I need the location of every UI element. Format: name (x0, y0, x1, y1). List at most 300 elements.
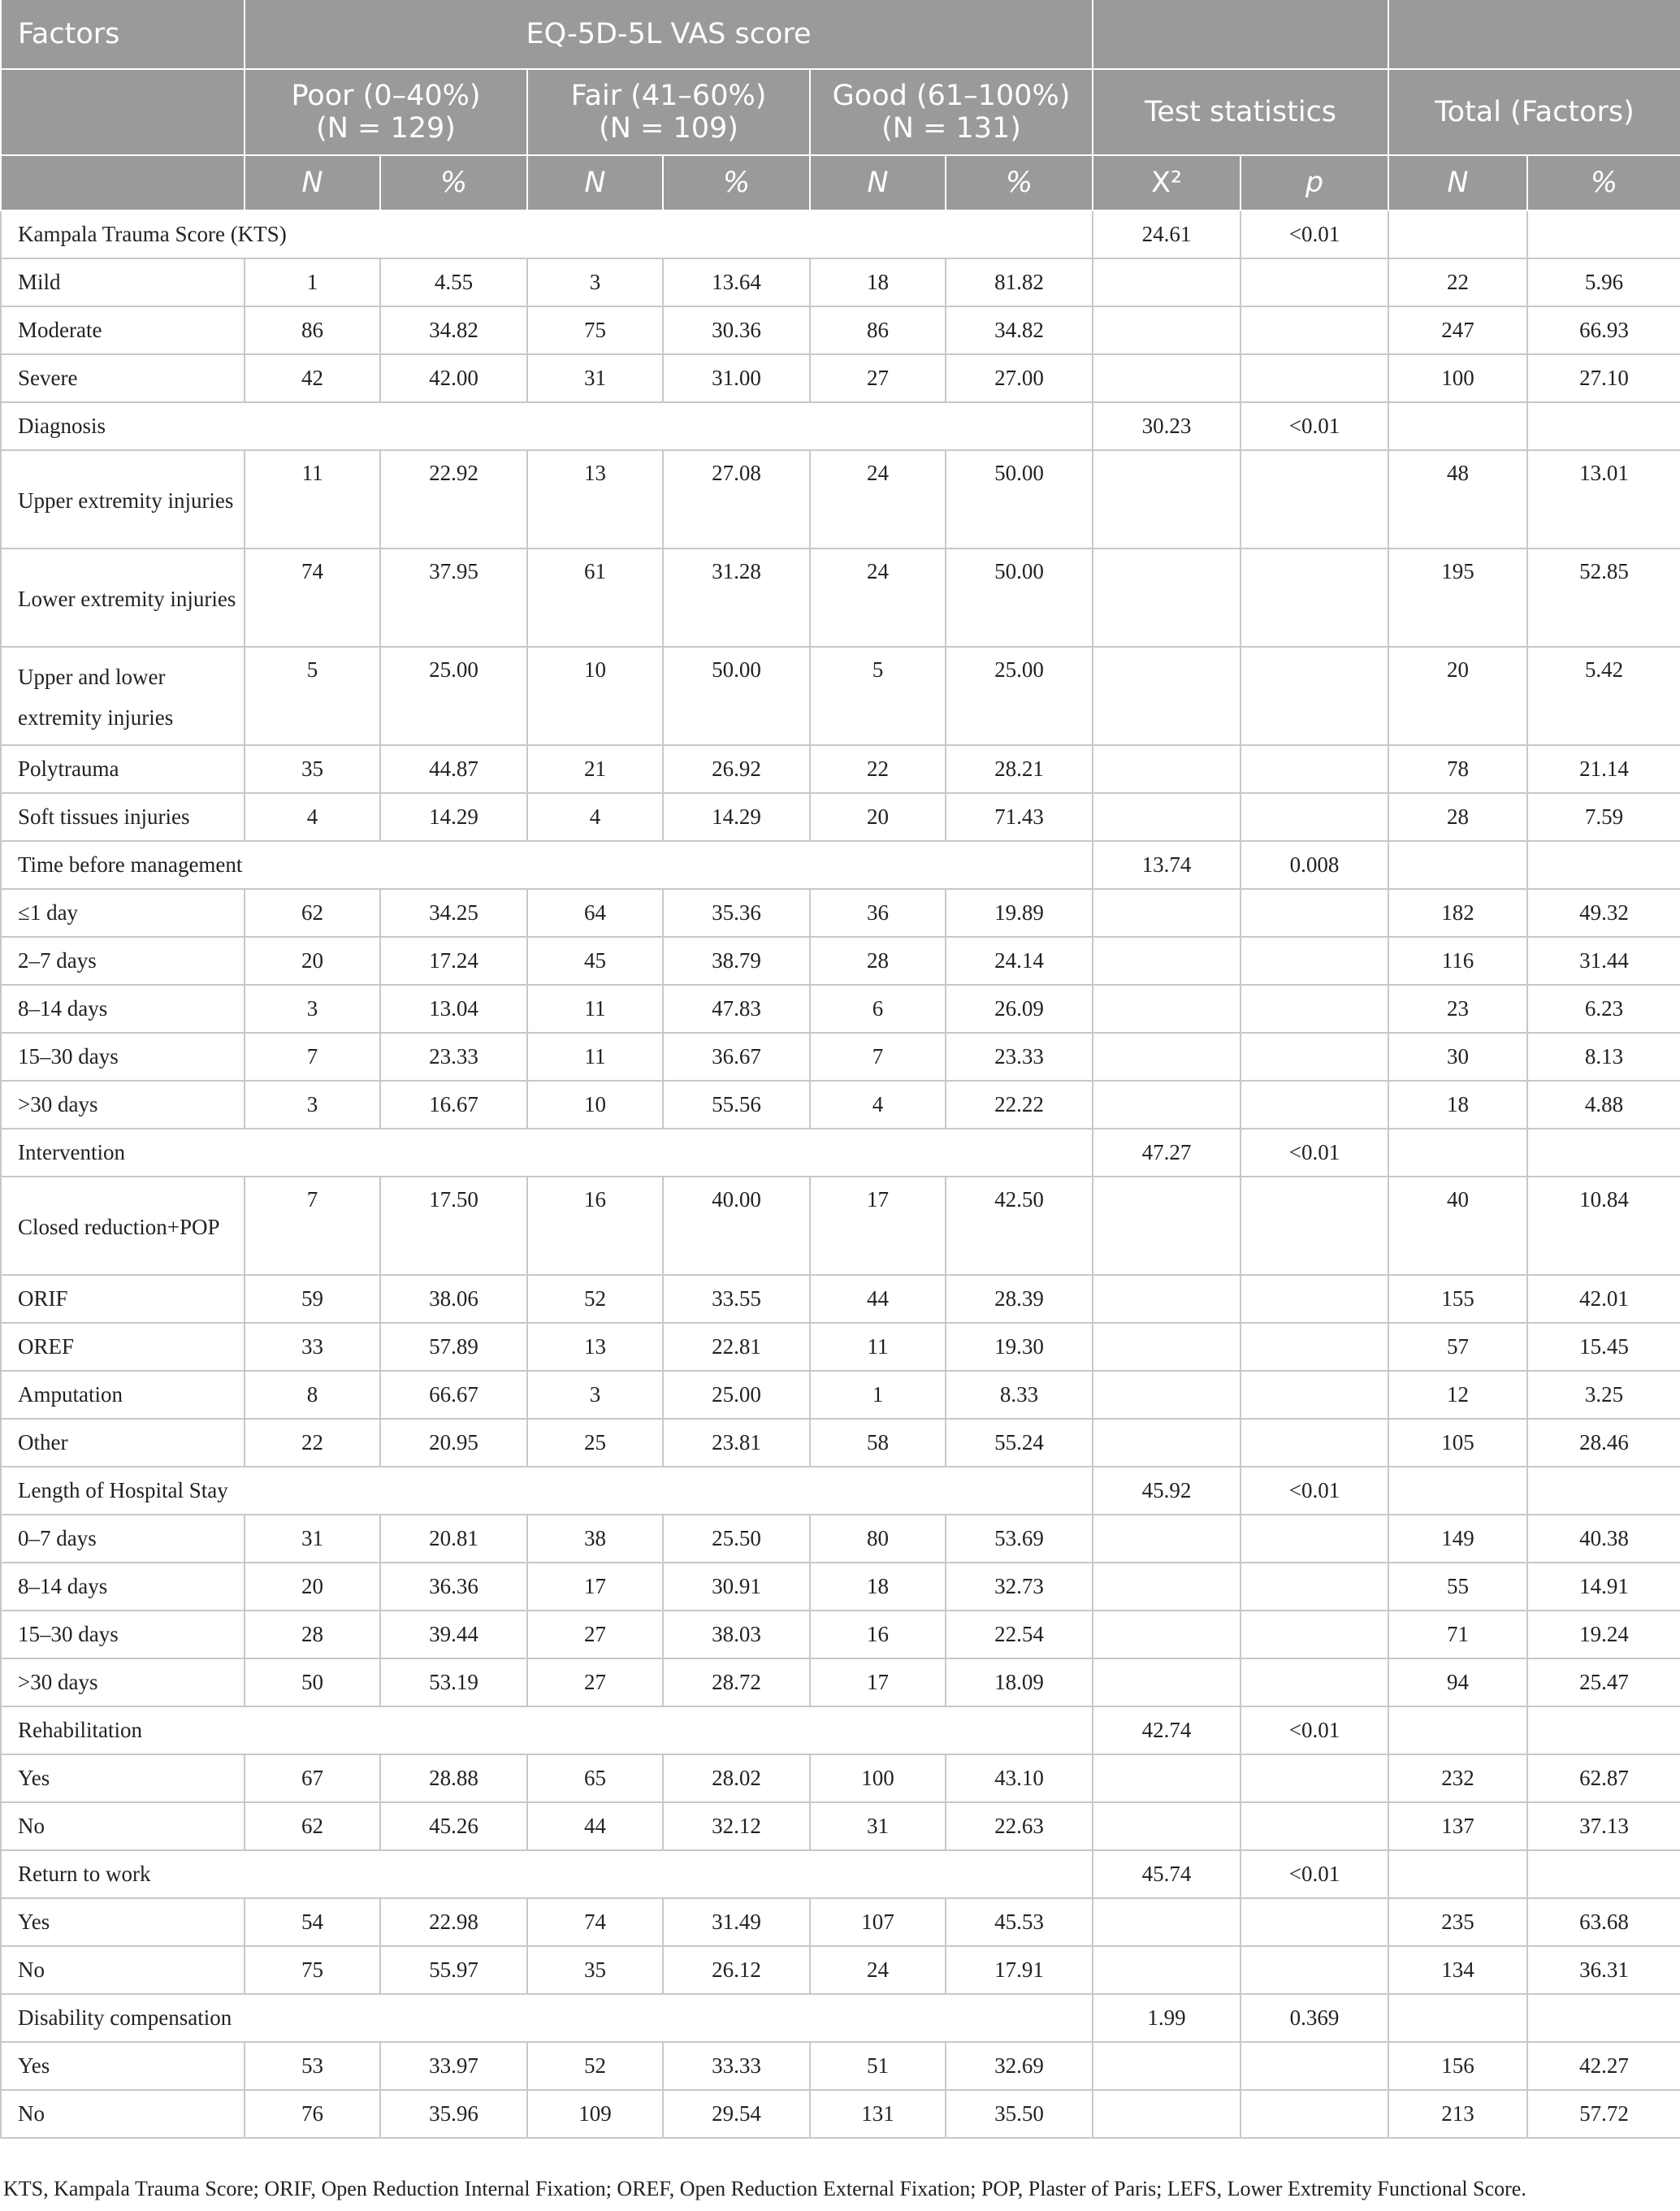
total-n-cell: 71 (1388, 1611, 1527, 1658)
total-n-cell: 213 (1388, 2090, 1527, 2138)
poor-n-cell: 74 (245, 548, 380, 647)
fair-n-cell: 45 (527, 937, 663, 985)
p-value-cell (1241, 1419, 1388, 1467)
chi-square-cell (1093, 1081, 1241, 1129)
fair-n-cell: 25 (527, 1419, 663, 1467)
total-n-cell: 232 (1388, 1754, 1527, 1802)
poor-n-cell: 22 (245, 1419, 380, 1467)
total-n-cell: 182 (1388, 889, 1527, 937)
good-pct-cell: 28.21 (946, 745, 1093, 793)
factors-subheader-blank (1, 155, 245, 210)
chi-square-cell (1093, 1898, 1241, 1946)
table-row (1, 1754, 1680, 1802)
poor-pct-cell: 22.92 (380, 450, 527, 548)
group-row (1, 1706, 1680, 1754)
poor-n-cell: 11 (245, 450, 380, 548)
poor-n-cell: 54 (245, 1898, 380, 1946)
fair-pct-cell: 26.92 (663, 745, 810, 793)
group-row (1, 1994, 1680, 2042)
chi-square-cell (1093, 354, 1241, 402)
row-label: Upper extremity injuries (1, 450, 245, 548)
fair-n-cell: 13 (527, 1323, 663, 1371)
fair-n-cell: 10 (527, 1081, 663, 1129)
good-n-cell: 16 (810, 1611, 946, 1658)
empty-cell (1527, 210, 1680, 258)
poor-n: (N = 129) (316, 112, 456, 145)
table-row (1, 1419, 1680, 1467)
chi-square-cell (1093, 1658, 1241, 1706)
poor-n-cell: 3 (245, 985, 380, 1033)
chi-square-cell (1093, 1563, 1241, 1611)
row-label: Moderate (1, 306, 245, 354)
total-n-cell: 55 (1388, 1563, 1527, 1611)
good-pct-cell: 50.00 (946, 450, 1093, 548)
fair-pct-cell: 30.91 (663, 1563, 810, 1611)
chi-square-value: 24.61 (1093, 210, 1241, 258)
total-pct-cell: 14.91 (1527, 1563, 1680, 1611)
good-n-cell: 17 (810, 1658, 946, 1706)
chi-square-cell (1093, 1946, 1241, 1994)
good-n-cell: 5 (810, 647, 946, 745)
poor-n-cell: 53 (245, 2042, 380, 2090)
fair-n-cell: 13 (527, 450, 663, 548)
total-n-cell: 12 (1388, 1371, 1527, 1419)
row-label: Closed reduction+POP (1, 1177, 245, 1275)
fair-pct-cell: 14.29 (663, 793, 810, 841)
chi-square-cell (1093, 745, 1241, 793)
fair-pct-cell: 38.79 (663, 937, 810, 985)
poor-n-cell: 7 (245, 1177, 380, 1275)
total-n-cell: 94 (1388, 1658, 1527, 1706)
p-value-cell (1241, 1754, 1388, 1802)
row-label: Amputation (1, 1371, 245, 1419)
good-n-cell: 58 (810, 1419, 946, 1467)
poor-pct-cell: 33.97 (380, 2042, 527, 2090)
fair-pct-cell: 31.49 (663, 1898, 810, 1946)
total-n-cell: 40 (1388, 1177, 1527, 1275)
total-n-cell: 195 (1388, 548, 1527, 647)
total-pct-cell: 62.87 (1527, 1754, 1680, 1802)
chi-square-cell (1093, 1611, 1241, 1658)
chi-square-cell (1093, 2090, 1241, 2138)
good-pct-cell: 42.50 (946, 1177, 1093, 1275)
group-row (1, 402, 1680, 450)
total-pct-cell: 28.46 (1527, 1419, 1680, 1467)
good-pct-cell: 53.69 (946, 1515, 1093, 1563)
empty-cell (1388, 1706, 1527, 1754)
fair-pct-header: % (663, 155, 810, 210)
total-pct-cell: 63.68 (1527, 1898, 1680, 1946)
good-pct-cell: 32.69 (946, 2042, 1093, 2090)
fair-n-cell: 4 (527, 793, 663, 841)
poor-pct-cell: 36.36 (380, 1563, 527, 1611)
good-pct-cell: 50.00 (946, 548, 1093, 647)
p-value-cell (1241, 745, 1388, 793)
group-row (1, 1129, 1680, 1177)
group-row (1, 1850, 1680, 1898)
empty-cell (1388, 1994, 1527, 2042)
poor-n-cell: 59 (245, 1275, 380, 1323)
good-pct-cell: 18.09 (946, 1658, 1093, 1706)
p-value-cell (1241, 1371, 1388, 1419)
good-n-cell: 22 (810, 745, 946, 793)
chi-square-value: 47.27 (1093, 1129, 1241, 1177)
chi-square-cell (1093, 2042, 1241, 2090)
group-label: Diagnosis (1, 402, 1093, 450)
total-n-header: N (1388, 155, 1527, 210)
empty-cell (1388, 1850, 1527, 1898)
empty-cell (1388, 1467, 1527, 1515)
table-row (1, 793, 1680, 841)
poor-n-cell: 5 (245, 647, 380, 745)
good-pct-cell: 43.10 (946, 1754, 1093, 1802)
fair-n-cell: 3 (527, 258, 663, 306)
total-pct-cell: 42.27 (1527, 2042, 1680, 2090)
good-n-cell: 80 (810, 1515, 946, 1563)
empty-cell (1388, 210, 1527, 258)
chi-square-cell (1093, 258, 1241, 306)
good-pct-cell: 24.14 (946, 937, 1093, 985)
table-row (1, 1563, 1680, 1611)
good-n-header: N (810, 155, 946, 210)
good-n: (N = 131) (881, 112, 1021, 145)
fair-header (527, 69, 810, 155)
p-value-cell (1241, 985, 1388, 1033)
total-n-cell: 78 (1388, 745, 1527, 793)
factors-header-blank (1, 69, 245, 155)
p-value: <0.01 (1241, 1129, 1388, 1177)
row-label: Yes (1, 2042, 245, 2090)
row-label: ≤1 day (1, 889, 245, 937)
poor-pct-cell: 53.19 (380, 1658, 527, 1706)
good-n-cell: 24 (810, 1946, 946, 1994)
fair-n-cell: 35 (527, 1946, 663, 1994)
good-n-cell: 24 (810, 450, 946, 548)
empty-cell (1527, 841, 1680, 889)
row-label: ORIF (1, 1275, 245, 1323)
good-pct-cell: 17.91 (946, 1946, 1093, 1994)
poor-n-cell: 20 (245, 1563, 380, 1611)
poor-n-cell: 75 (245, 1946, 380, 1994)
row-label: 8–14 days (1, 985, 245, 1033)
row-label: Soft tissues injuries (1, 793, 245, 841)
total-n-cell: 100 (1388, 354, 1527, 402)
table-row (1, 548, 1680, 647)
fair-pct-cell: 32.12 (663, 1802, 810, 1850)
fair-n-cell: 31 (527, 354, 663, 402)
table-row (1, 1371, 1680, 1419)
row-label: Other (1, 1419, 245, 1467)
poor-pct-cell: 39.44 (380, 1611, 527, 1658)
total-pct-cell: 7.59 (1527, 793, 1680, 841)
table-row (1, 937, 1680, 985)
total-pct-cell: 6.23 (1527, 985, 1680, 1033)
row-label: 0–7 days (1, 1515, 245, 1563)
p-value-cell (1241, 306, 1388, 354)
table-row (1, 258, 1680, 306)
p-value-cell (1241, 450, 1388, 548)
poor-n-cell: 3 (245, 1081, 380, 1129)
table-row (1, 1081, 1680, 1129)
row-label: No (1, 2090, 245, 2138)
fair-n: (N = 109) (599, 112, 738, 145)
total-pct-cell: 21.14 (1527, 745, 1680, 793)
chi-square-value: 45.74 (1093, 1850, 1241, 1898)
p-value: <0.01 (1241, 402, 1388, 450)
chi-square-cell (1093, 306, 1241, 354)
fair-n-cell: 38 (527, 1515, 663, 1563)
total-pct-cell: 66.93 (1527, 306, 1680, 354)
good-pct-cell: 45.53 (946, 1898, 1093, 1946)
row-label: Lower extremity injuries (1, 548, 245, 647)
poor-pct-cell: 25.00 (380, 647, 527, 745)
poor-n-cell: 62 (245, 889, 380, 937)
total-pct-cell: 13.01 (1527, 450, 1680, 548)
row-label: Upper and lower extremity injuries (1, 647, 245, 745)
total-pct-cell: 5.42 (1527, 647, 1680, 745)
total-pct-cell: 49.32 (1527, 889, 1680, 937)
good-n-cell: 28 (810, 937, 946, 985)
group-label: Intervention (1, 1129, 1093, 1177)
good-pct-cell: 25.00 (946, 647, 1093, 745)
p-value-cell (1241, 1275, 1388, 1323)
total-n-cell: 105 (1388, 1419, 1527, 1467)
good-n-cell: 1 (810, 1371, 946, 1419)
chi-square-cell (1093, 1802, 1241, 1850)
table-body (1, 210, 1680, 2138)
poor-n-cell: 35 (245, 745, 380, 793)
good-n-cell: 7 (810, 1033, 946, 1081)
table-row (1, 1946, 1680, 1994)
good-pct-cell: 81.82 (946, 258, 1093, 306)
fair-pct-cell: 55.56 (663, 1081, 810, 1129)
poor-pct-header: % (380, 155, 527, 210)
good-pct-cell: 19.89 (946, 889, 1093, 937)
chi-square-cell (1093, 937, 1241, 985)
empty-cell (1527, 1706, 1680, 1754)
total-n-cell: 23 (1388, 985, 1527, 1033)
total-pct-cell: 3.25 (1527, 1371, 1680, 1419)
poor-n-cell: 76 (245, 2090, 380, 2138)
table-row (1, 1323, 1680, 1371)
group-label: Time before management (1, 841, 1093, 889)
chi-square-cell (1093, 1371, 1241, 1419)
table-row (1, 1033, 1680, 1081)
fair-n-cell: 109 (527, 2090, 663, 2138)
total-pct-header: % (1527, 155, 1680, 210)
chi-square-cell (1093, 985, 1241, 1033)
chi-square-cell (1093, 548, 1241, 647)
good-pct-cell: 22.63 (946, 1802, 1093, 1850)
row-label: >30 days (1, 1658, 245, 1706)
fair-n-cell: 65 (527, 1754, 663, 1802)
good-n-cell: 18 (810, 258, 946, 306)
good-pct-cell: 22.54 (946, 1611, 1093, 1658)
poor-n-cell: 67 (245, 1754, 380, 1802)
group-label: Length of Hospital Stay (1, 1467, 1093, 1515)
fair-n-cell: 10 (527, 647, 663, 745)
row-label: 15–30 days (1, 1033, 245, 1081)
empty-cell (1527, 402, 1680, 450)
row-label: Yes (1, 1754, 245, 1802)
poor-pct-cell: 34.82 (380, 306, 527, 354)
good-n-cell: 17 (810, 1177, 946, 1275)
group-label: Return to work (1, 1850, 1093, 1898)
fair-pct-cell: 29.54 (663, 2090, 810, 2138)
poor-n-cell: 28 (245, 1611, 380, 1658)
good-n-cell: 20 (810, 793, 946, 841)
fair-pct-cell: 33.33 (663, 2042, 810, 2090)
good-pct-cell: 27.00 (946, 354, 1093, 402)
fair-pct-cell: 28.72 (663, 1658, 810, 1706)
fair-n-cell: 52 (527, 2042, 663, 2090)
empty-cell (1388, 841, 1527, 889)
poor-n-cell: 33 (245, 1323, 380, 1371)
p-value: <0.01 (1241, 1706, 1388, 1754)
poor-pct-cell: 38.06 (380, 1275, 527, 1323)
empty-cell (1527, 1129, 1680, 1177)
factors-header: Factors (1, 0, 245, 69)
chi-square-cell (1093, 450, 1241, 548)
good-n-cell: 31 (810, 1802, 946, 1850)
p-value: <0.01 (1241, 210, 1388, 258)
table-row (1, 2090, 1680, 2138)
total-pct-cell: 40.38 (1527, 1515, 1680, 1563)
good-n-cell: 100 (810, 1754, 946, 1802)
chi-square-cell (1093, 1177, 1241, 1275)
poor-pct-cell: 23.33 (380, 1033, 527, 1081)
row-label: 15–30 days (1, 1611, 245, 1658)
good-n-cell: 11 (810, 1323, 946, 1371)
good-n-cell: 131 (810, 2090, 946, 2138)
row-label: Severe (1, 354, 245, 402)
total-n-cell: 28 (1388, 793, 1527, 841)
poor-pct-cell: 55.97 (380, 1946, 527, 1994)
p-value: <0.01 (1241, 1850, 1388, 1898)
total-pct-cell: 10.84 (1527, 1177, 1680, 1275)
chi-square-cell (1093, 1275, 1241, 1323)
good-pct-cell: 22.22 (946, 1081, 1093, 1129)
total-pct-cell: 52.85 (1527, 548, 1680, 647)
chi-square-cell (1093, 647, 1241, 745)
fair-pct-cell: 27.08 (663, 450, 810, 548)
total-n-cell: 156 (1388, 2042, 1527, 2090)
fair-n-cell: 27 (527, 1658, 663, 1706)
fair-n-cell: 21 (527, 745, 663, 793)
fair-n-cell: 74 (527, 1898, 663, 1946)
poor-n-cell: 8 (245, 1371, 380, 1419)
p-value-cell (1241, 1177, 1388, 1275)
good-n-cell: 51 (810, 2042, 946, 2090)
good-n-cell: 18 (810, 1563, 946, 1611)
table-row (1, 306, 1680, 354)
chi-square-value: 1.99 (1093, 1994, 1241, 2042)
table-row (1, 450, 1680, 548)
total-pct-cell: 5.96 (1527, 258, 1680, 306)
empty-cell (1388, 1129, 1527, 1177)
total-n-cell: 48 (1388, 450, 1527, 548)
poor-n-cell: 31 (245, 1515, 380, 1563)
good-n-cell: 6 (810, 985, 946, 1033)
total-pct-cell: 37.13 (1527, 1802, 1680, 1850)
table-row (1, 745, 1680, 793)
poor-n-cell: 86 (245, 306, 380, 354)
poor-label: Poor (0–40%) (291, 80, 481, 112)
fair-n-header: N (527, 155, 663, 210)
chi-square-cell (1093, 1515, 1241, 1563)
p-value-cell (1241, 1563, 1388, 1611)
fair-n-cell: 17 (527, 1563, 663, 1611)
chi-square-cell (1093, 1033, 1241, 1081)
row-label: No (1, 1946, 245, 1994)
p-value-cell (1241, 793, 1388, 841)
poor-pct-cell: 22.98 (380, 1898, 527, 1946)
poor-pct-cell: 13.04 (380, 985, 527, 1033)
row-label: 2–7 days (1, 937, 245, 985)
good-pct-cell: 28.39 (946, 1275, 1093, 1323)
total-n-cell: 134 (1388, 1946, 1527, 1994)
chi-square-cell (1093, 889, 1241, 937)
group-label: Rehabilitation (1, 1706, 1093, 1754)
good-pct-cell: 8.33 (946, 1371, 1093, 1419)
poor-n-cell: 20 (245, 937, 380, 985)
table-row (1, 1177, 1680, 1275)
vas-score-header: EQ-5D-5L VAS score (245, 0, 1093, 69)
chi-square-value: 45.92 (1093, 1467, 1241, 1515)
p-value-cell (1241, 1658, 1388, 1706)
total-n-cell: 149 (1388, 1515, 1527, 1563)
group-row (1, 1467, 1680, 1515)
group-label: Disability compensation (1, 1994, 1093, 2042)
p-value-header: p (1241, 155, 1388, 210)
poor-header (245, 69, 527, 155)
fair-pct-cell: 40.00 (663, 1177, 810, 1275)
total-pct-cell: 42.01 (1527, 1275, 1680, 1323)
row-label: Mild (1, 258, 245, 306)
poor-pct-cell: 28.88 (380, 1754, 527, 1802)
total-pct-cell: 4.88 (1527, 1081, 1680, 1129)
good-pct-cell: 35.50 (946, 2090, 1093, 2138)
chi-square-cell (1093, 1323, 1241, 1371)
total-pct-cell: 8.13 (1527, 1033, 1680, 1081)
poor-pct-cell: 4.55 (380, 258, 527, 306)
fair-pct-cell: 35.36 (663, 889, 810, 937)
row-label: No (1, 1802, 245, 1850)
poor-pct-cell: 20.95 (380, 1419, 527, 1467)
total-n-cell: 22 (1388, 258, 1527, 306)
chi-square-cell (1093, 793, 1241, 841)
row-label: Polytrauma (1, 745, 245, 793)
fair-pct-cell: 25.50 (663, 1515, 810, 1563)
table-header (1, 0, 1680, 210)
good-pct-cell: 19.30 (946, 1323, 1093, 1371)
poor-pct-cell: 17.50 (380, 1177, 527, 1275)
good-n-cell: 44 (810, 1275, 946, 1323)
p-value-cell (1241, 2042, 1388, 2090)
total-n-cell: 30 (1388, 1033, 1527, 1081)
row-label: Yes (1, 1898, 245, 1946)
p-value-cell (1241, 1515, 1388, 1563)
good-pct-cell: 71.43 (946, 793, 1093, 841)
good-n-cell: 107 (810, 1898, 946, 1946)
fair-pct-cell: 33.55 (663, 1275, 810, 1323)
total-pct-cell: 36.31 (1527, 1946, 1680, 1994)
total-pct-cell: 57.72 (1527, 2090, 1680, 2138)
fair-n-cell: 52 (527, 1275, 663, 1323)
fair-n-cell: 3 (527, 1371, 663, 1419)
p-value-cell (1241, 1611, 1388, 1658)
fair-pct-cell: 47.83 (663, 985, 810, 1033)
